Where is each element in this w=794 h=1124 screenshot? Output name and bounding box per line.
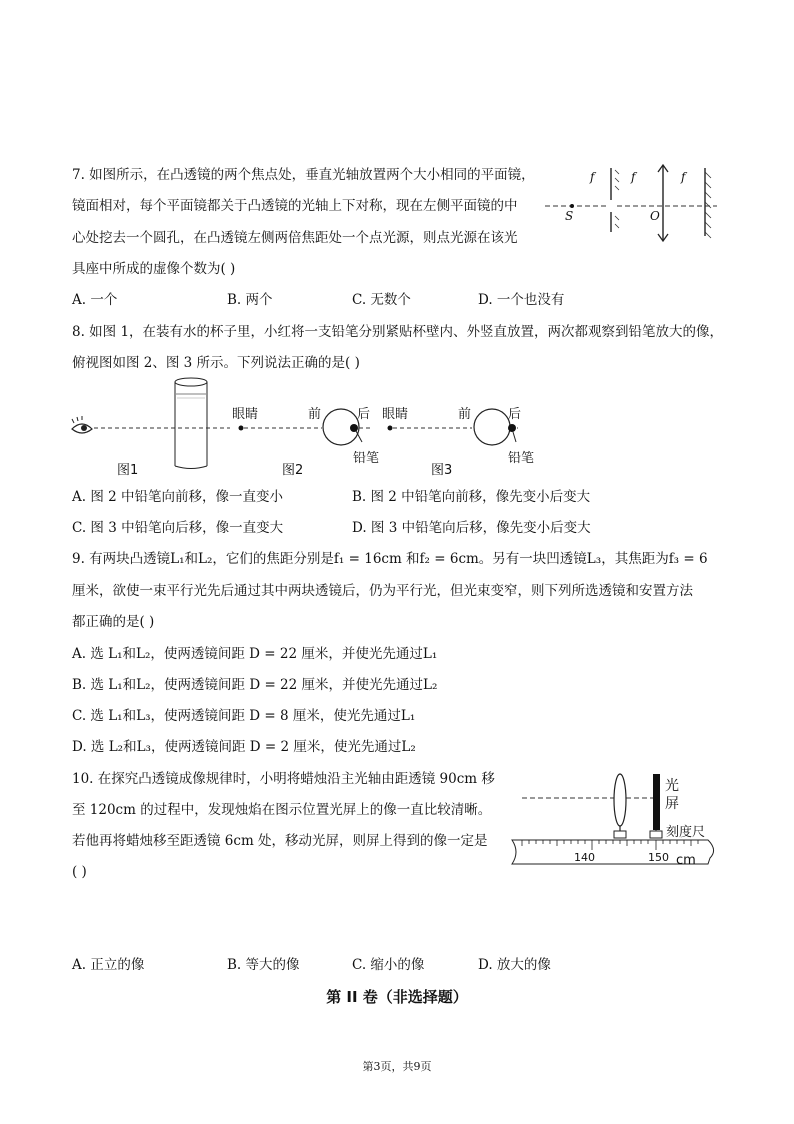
- q7-option-b: B. 两个: [227, 292, 273, 308]
- q9-option-b: B. 选 L₁和L₂，使两透镜间距 D = 22 厘米，并使光先通过L₂: [72, 677, 438, 693]
- q7-option-a: A. 一个: [72, 292, 118, 308]
- q8-option-d: D. 图 3 中铅笔向后移，像先变小后变大: [352, 520, 591, 536]
- q10-figure: [508, 768, 726, 873]
- q10-line-4: ( ): [72, 864, 87, 880]
- unit-label: cm: [676, 853, 696, 868]
- fig3-front-label: 前: [458, 407, 472, 422]
- q10-line-3: 若他再将蜡烛移至距透镜 6cm 处，移动光屏，则屏上得到的像一定是: [72, 833, 488, 849]
- q8-line-1: 8. 如图 1，在装有水的杯子里，小红将一支铅笔分别紧贴杯壁内、外竖直放置，两次都观察到铅笔放大的像，: [72, 324, 724, 340]
- fig2-eye-label: 眼睛: [232, 407, 259, 422]
- q10-option-b: B. 等大的像: [227, 957, 300, 973]
- q7-option-d: D. 一个也没有: [478, 292, 565, 308]
- ruler-label: 刻度尺: [666, 825, 706, 840]
- q10-line-1: 10. 在探究凸透镜成像规律时，小明将蜡烛沿主光轴由距透镜 90cm 移: [72, 771, 495, 787]
- q9-line-1: 9. 有两块凸透镜L₁和L₂，它们的焦距分别是f₁ = 16cm 和f₂ = 6cm。另有一块凹透镜L₃，其焦距为f₃ = 6: [72, 551, 708, 567]
- q7-line-3: 心处挖去一个圆孔，在凸透镜左侧两倍焦距处一个点光源，则点光源在该光: [72, 230, 518, 246]
- fig2-back-label: 后: [357, 407, 371, 422]
- q10-line-2: 至 120cm 的过程中，发现烛焰在图示位置光屏上的像一直比较清晰。: [72, 802, 492, 818]
- focal-label-2: f: [631, 170, 636, 184]
- fig2-front-label: 前: [308, 407, 322, 422]
- light-screen: [653, 774, 660, 830]
- q7-line-1: 7. 如图所示，在凸透镜的两个焦点处，垂直光轴放置两个大小相同的平面镜，: [72, 167, 535, 183]
- screen-label-2: 屏: [665, 796, 679, 812]
- fig1-label: 图1: [117, 463, 139, 478]
- fig3-eye-label: 眼睛: [382, 407, 409, 422]
- tick-label-150: 150: [648, 851, 669, 864]
- q10-option-d: D. 放大的像: [478, 957, 551, 973]
- fig2-pencil-label: 铅笔: [353, 451, 380, 466]
- q8-line-2: 俯视图如图 2、图 3 所示。下列说法正确的是( ): [72, 355, 360, 371]
- fig3-pencil-label: 铅笔: [508, 451, 535, 466]
- q8-figure: [70, 374, 550, 478]
- convex-lens: [614, 774, 626, 826]
- q7-line-4: 具座中所成的虚像个数为( ): [72, 261, 236, 277]
- q9-option-d: D. 选 L₂和L₃，使两透镜间距 D = 2 厘米，使光先通过L₂: [72, 739, 416, 755]
- section-heading: 第 II 卷（非选择题）: [326, 988, 468, 1006]
- pencil-dot-2: [350, 424, 358, 432]
- water-cup: [175, 378, 207, 469]
- source-label: S: [565, 209, 574, 223]
- eye-icon: [72, 416, 92, 433]
- focal-label-3: f: [681, 170, 686, 184]
- q10-option-a: A. 正立的像: [72, 957, 145, 973]
- focal-label-1: f: [590, 170, 595, 184]
- tick-label-140: 140: [574, 851, 595, 864]
- cup-top-view-3: [474, 409, 510, 445]
- fig3-back-label: 后: [508, 407, 522, 422]
- q8-option-b: B. 图 2 中铅笔向前移，像先变小后变大: [352, 489, 591, 505]
- center-label: O: [650, 209, 660, 223]
- q9-option-a: A. 选 L₁和L₂，使两透镜间距 D = 22 厘米，并使光先通过L₁: [72, 646, 438, 662]
- q9-line-2: 厘米，欲使一束平行光先后通过其中两块透镜后，仍为平行光，但光束变窄，则下列所选透镜和安置方法: [72, 583, 693, 599]
- q7-line-2: 镜面相对，每个平面镜都关于凸透镜的光轴上下对称，现在左侧平面镜的中: [72, 198, 518, 214]
- q8-option-c: C. 图 3 中铅笔向后移，像一直变大: [72, 520, 284, 536]
- q7-option-c: C. 无数个: [352, 292, 411, 308]
- screen-label-1: 光: [665, 778, 679, 794]
- q9-option-c: C. 选 L₁和L₃，使两透镜间距 D = 8 厘米，使光先通过L₁: [72, 708, 416, 724]
- fig3-label: 图3: [431, 463, 453, 478]
- q7-figure: [545, 160, 730, 245]
- pencil-dot-3: [508, 424, 516, 432]
- fig2-label: 图2: [282, 463, 304, 478]
- q9-line-3: 都正确的是( ): [72, 614, 155, 630]
- page-footer: 第3页，共9页: [362, 1060, 432, 1073]
- light-source: [570, 204, 574, 208]
- q10-option-c: C. 缩小的像: [352, 957, 425, 973]
- q8-option-a: A. 图 2 中铅笔向前移，像一直变小: [72, 489, 284, 505]
